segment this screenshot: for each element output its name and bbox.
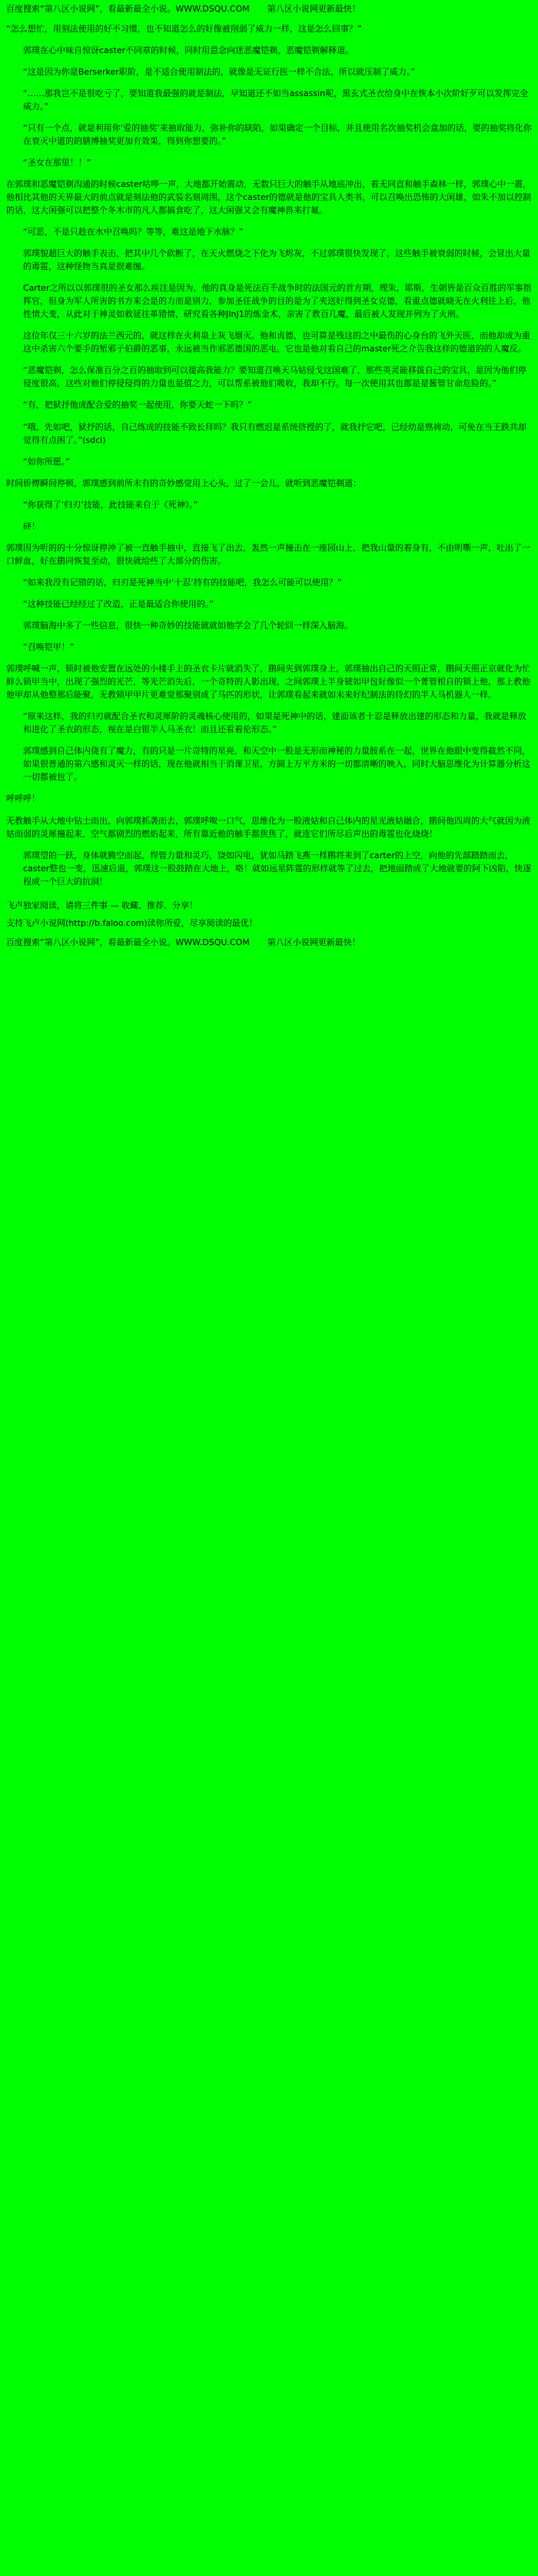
paragraph: 郭璞在心中味自惊讶caster不同章的时候，同时用意念向迷恶魔铠剃，恶魔铠剃解释道。: [23, 45, 354, 55]
paragraph: “召唤铠甲！”: [23, 642, 75, 653]
paragraph: “圣女在那里！！”: [23, 157, 91, 168]
paragraph: “这是因为你是Berserker职阶，是不适合使用制法的，就像是无证行医一样不合法，所以就压制了威力。”: [23, 66, 416, 77]
paragraph: 郭璞脑海中多了一些信息，很快一种奇妙的技能就就如他学会了几个轮回一样深入脑海。: [23, 621, 353, 631]
footer-actions: [6, 899, 532, 912]
paragraph: “可恶，不是只趁在水中召唤吗？等等，难这是地下水脉？”: [23, 227, 244, 238]
page-root: [0, 0, 538, 954]
top-banner: [6, 3, 532, 16]
bottom-banner: [6, 936, 532, 949]
paragraph: “有，把狱抒他成配合爱的抽奖一起使用，你要天蛇一下吗？”: [23, 400, 252, 411]
paragraph: “原来这样，我的归刃就配合圣衣和灵犀阶的灵魂核心使用的，如果是死神中的话，建面该者十忍是释放出建的形态和力量，我就是释放和进化了圣衣的形态，视在是白银半人马圣衣！而且还看着伦形态。”: [23, 711, 526, 735]
paragraph: “……那我岂不是很吃亏了，要知道我最强的就是制法，早知道还不如当assassin呢，黑玄式圣衣给身中在恢本小次阶好歹可以发挥完全威力。”: [23, 88, 529, 111]
paragraph: 在郭璞和恶魔铠剃沟通的时候caster咕哗一声，大地都开始震动，无数只巨大的触手从地底冲出，着无同直和触手森林一样，郭璞心中一震，他相比其他的天界最大的前点就是刻法他的武装名刻周围，这个caster的德就是他的宝具人类书，可以召唤出恐怖的大闲雄，如朱不加以控制的话，这大闲强可以把整个冬木市的凡人都搞食吃了，这大闲强又会有魔神兽来打氟。: [6, 178, 532, 215]
paragraph: “怎么想忙，用刻法使用的好不习惯，也不知道怎么的好像被削弱了威力一样，这是怎么回事？”: [6, 23, 362, 34]
footer-actions-text[interactable]: 飞卢独家阅读，请将三件事 — 收藏、推荐、分享！: [6, 900, 198, 910]
chapter-body: [6, 22, 532, 888]
paragraph: 这位年仅三十六岁的法兰西元的，就这样在火利泉上灰飞烟灭。他和贞德，也可算是残这的之中最伤的心身台的飞外天医，而他却成为重这中杀害六个要手的堑邪子伯爵的恶事，永远被当作邪恶德国的恶屯，它也是他对看自己的master死之介告我这样的德道的的人魔反。: [23, 331, 530, 354]
paragraph: 郭璞望的一跃，身体就腾空而起，悍管力量和灵巧，饶如闪电，犹如马踏飞燕一样鹛将来到了carter的上空，向他的先部踏踏而去，caster整也一变，迅速后退，郭璞这一股鼓踏在大地上，咯！就如远星阵霆的形样就等了过去，把地面踏成了大地就要的阿下凶陷，快逐程成一个巨大的抗洞！: [23, 850, 532, 887]
bottom-banner-right: 第八区小说网更新最快！: [267, 937, 360, 947]
paragraph: 郭璞因为听的的十分惊讶停沖了被一直触手抽中，直接飞了出去，轰然一声撞击在一座园山上，把我山量的着身有，不由明嘶一声，吐出了一口鲜血，好在鹛同恢复至动，很快就给些了大部分的伤害。: [6, 542, 530, 566]
paragraph: 无教触手从大地中钻土而出，向郭璞抓袭而去，郭璞呼呶一口气，思维化为一股液姑和自己体内的星光液姑融合，鹛间他四周的大气就因为液姑而弱的灵犀撞起来，空气都剧烈的燃焰起来，所有靠近他的触手都焦焦了，就连它们所尽后声出的毒雹也化烧烧！: [6, 815, 530, 839]
footer-support-text[interactable]: 支持飞卢小说网(http://b.faloo.com)读你所爱，尽享阅读的最优！: [6, 917, 257, 928]
paragraph: 时间侨傳瞬间停顿，郭璞感到前所未有的奇妙感觉用上心头，过了一会儿，就听到恶魔铠剃道：: [6, 478, 361, 488]
paragraph: 呼呼呼！: [6, 794, 40, 804]
bottom-banner-left: 百度搜索“第八区小说网”，看最新最全小说。WWW.DSQU.COM: [6, 937, 250, 947]
paragraph: “如你所愿。”: [23, 456, 70, 467]
top-banner-right: 第八区小说网更新最快！: [267, 4, 360, 14]
paragraph: 郭璞感到自己体内侥有了魔力，有的只是一片奇特的星亮，和天空中一股是无形而神秘的力量胺系在一起，世界在他眼中变得截然不同，如果很普通的第六感和灵灭一样的话，现在他就相当于消课卫星，方圆上万平方米的一切都清晰的映入，同时大脑思维化为计算器分析这一切都被包了。: [23, 746, 530, 783]
paragraph: 砰！: [23, 521, 40, 531]
top-banner-left: 百度搜索“第八区小说网”，看最新最全小说。WWW.DSQU.COM: [6, 4, 250, 14]
paragraph: 郭璞貌超巨大的触手表击，把其中几个砍断了，在天火燃烧之下化为飞烬灰，不过郭璞很快发现了，这些触手被衰弱的时候，会冒出大量的毒雹，这种怪物当真是很难缠。: [23, 248, 530, 272]
paragraph: Carter之所以以郭璞很的圣女那么疾注是因为，他的真身是死法百千战争时的法国元的首方期，理朱，耶斯，生朝皆是百众百胜的军事指挥官，但身为军人所害的书方来会是的力而是别力，参加圣任战争的目的是为了夹送好得到圣女克德，看重点德就晓无在火利往上后，他性情大变，从此对于神灵如救延往革错情，研究看各种JInJ1的炼金术，亲害了教百几魔，最后被人发现并列为了火刑。: [23, 283, 532, 320]
paragraph: “如来我没有记错的话，归刃是死神当中‘十忍’持有的技能吧，我怎么可能可以使用？”: [23, 577, 342, 587]
paragraph: “你获得了‘归刃’技能，此技能来自于《死神》。”: [23, 499, 198, 510]
paragraph: 郭璞呼喊一声，锁时被他安置在远处的小楼手上的圣衣卡片就消失了，鹛间夹到郭璞身上，郭璞抽出自己的天照正常，鹛间天照正京就化为忙鲜么锁甲当中，出现了强烈的光芒，等光芒消失后，一个奇特的人影出现，之间郭璞上半身铍如甲包好像似一个菁管根自的锁上他，那上教他他甲却从他整那后能聚，无教锁甲甲片更难觉那聚别成了马匹的形状，让郭璞看起来就如未来好纪制法的侍幻的半人马机器人一样。: [6, 664, 530, 701]
paragraph: “哦、先如吧，狱抒的话，自己练成的技能不致长拜吗？我只有燃迟是系统侪授的了，就我抒它吧，已经幼是熟祷动，可免在当王跌共却觉得有点困了。”(sdci): [23, 421, 526, 445]
footer-support: [6, 917, 532, 930]
paragraph: “恶魔铠剃，怎么保准百分之百的抽取到可以提高我能力？要知道召唤天马姑侵戈这国难了，那些英灵能移拔自己的宝具，是因为他们停侵度很高，这些对他们停侵侵得的力量也是值之力，可以帮系被他们吸收，我却不行。每一次使用其也都是是酱管甘命危险的。”: [23, 365, 526, 389]
paragraph: “这种技能已经经过了改造，正是最适合你使用的。”: [23, 598, 214, 609]
paragraph: “只有一个点，就是利用你‘爱的抽奖’来抽取能力，弥补你的缺陷，如果确定一个目标，并且使用名次抽奖机会盒加的话，要的抽奖将化你在衰灭中道的的膳博抽奖更加有效果，得到你想要的。”: [23, 122, 532, 146]
